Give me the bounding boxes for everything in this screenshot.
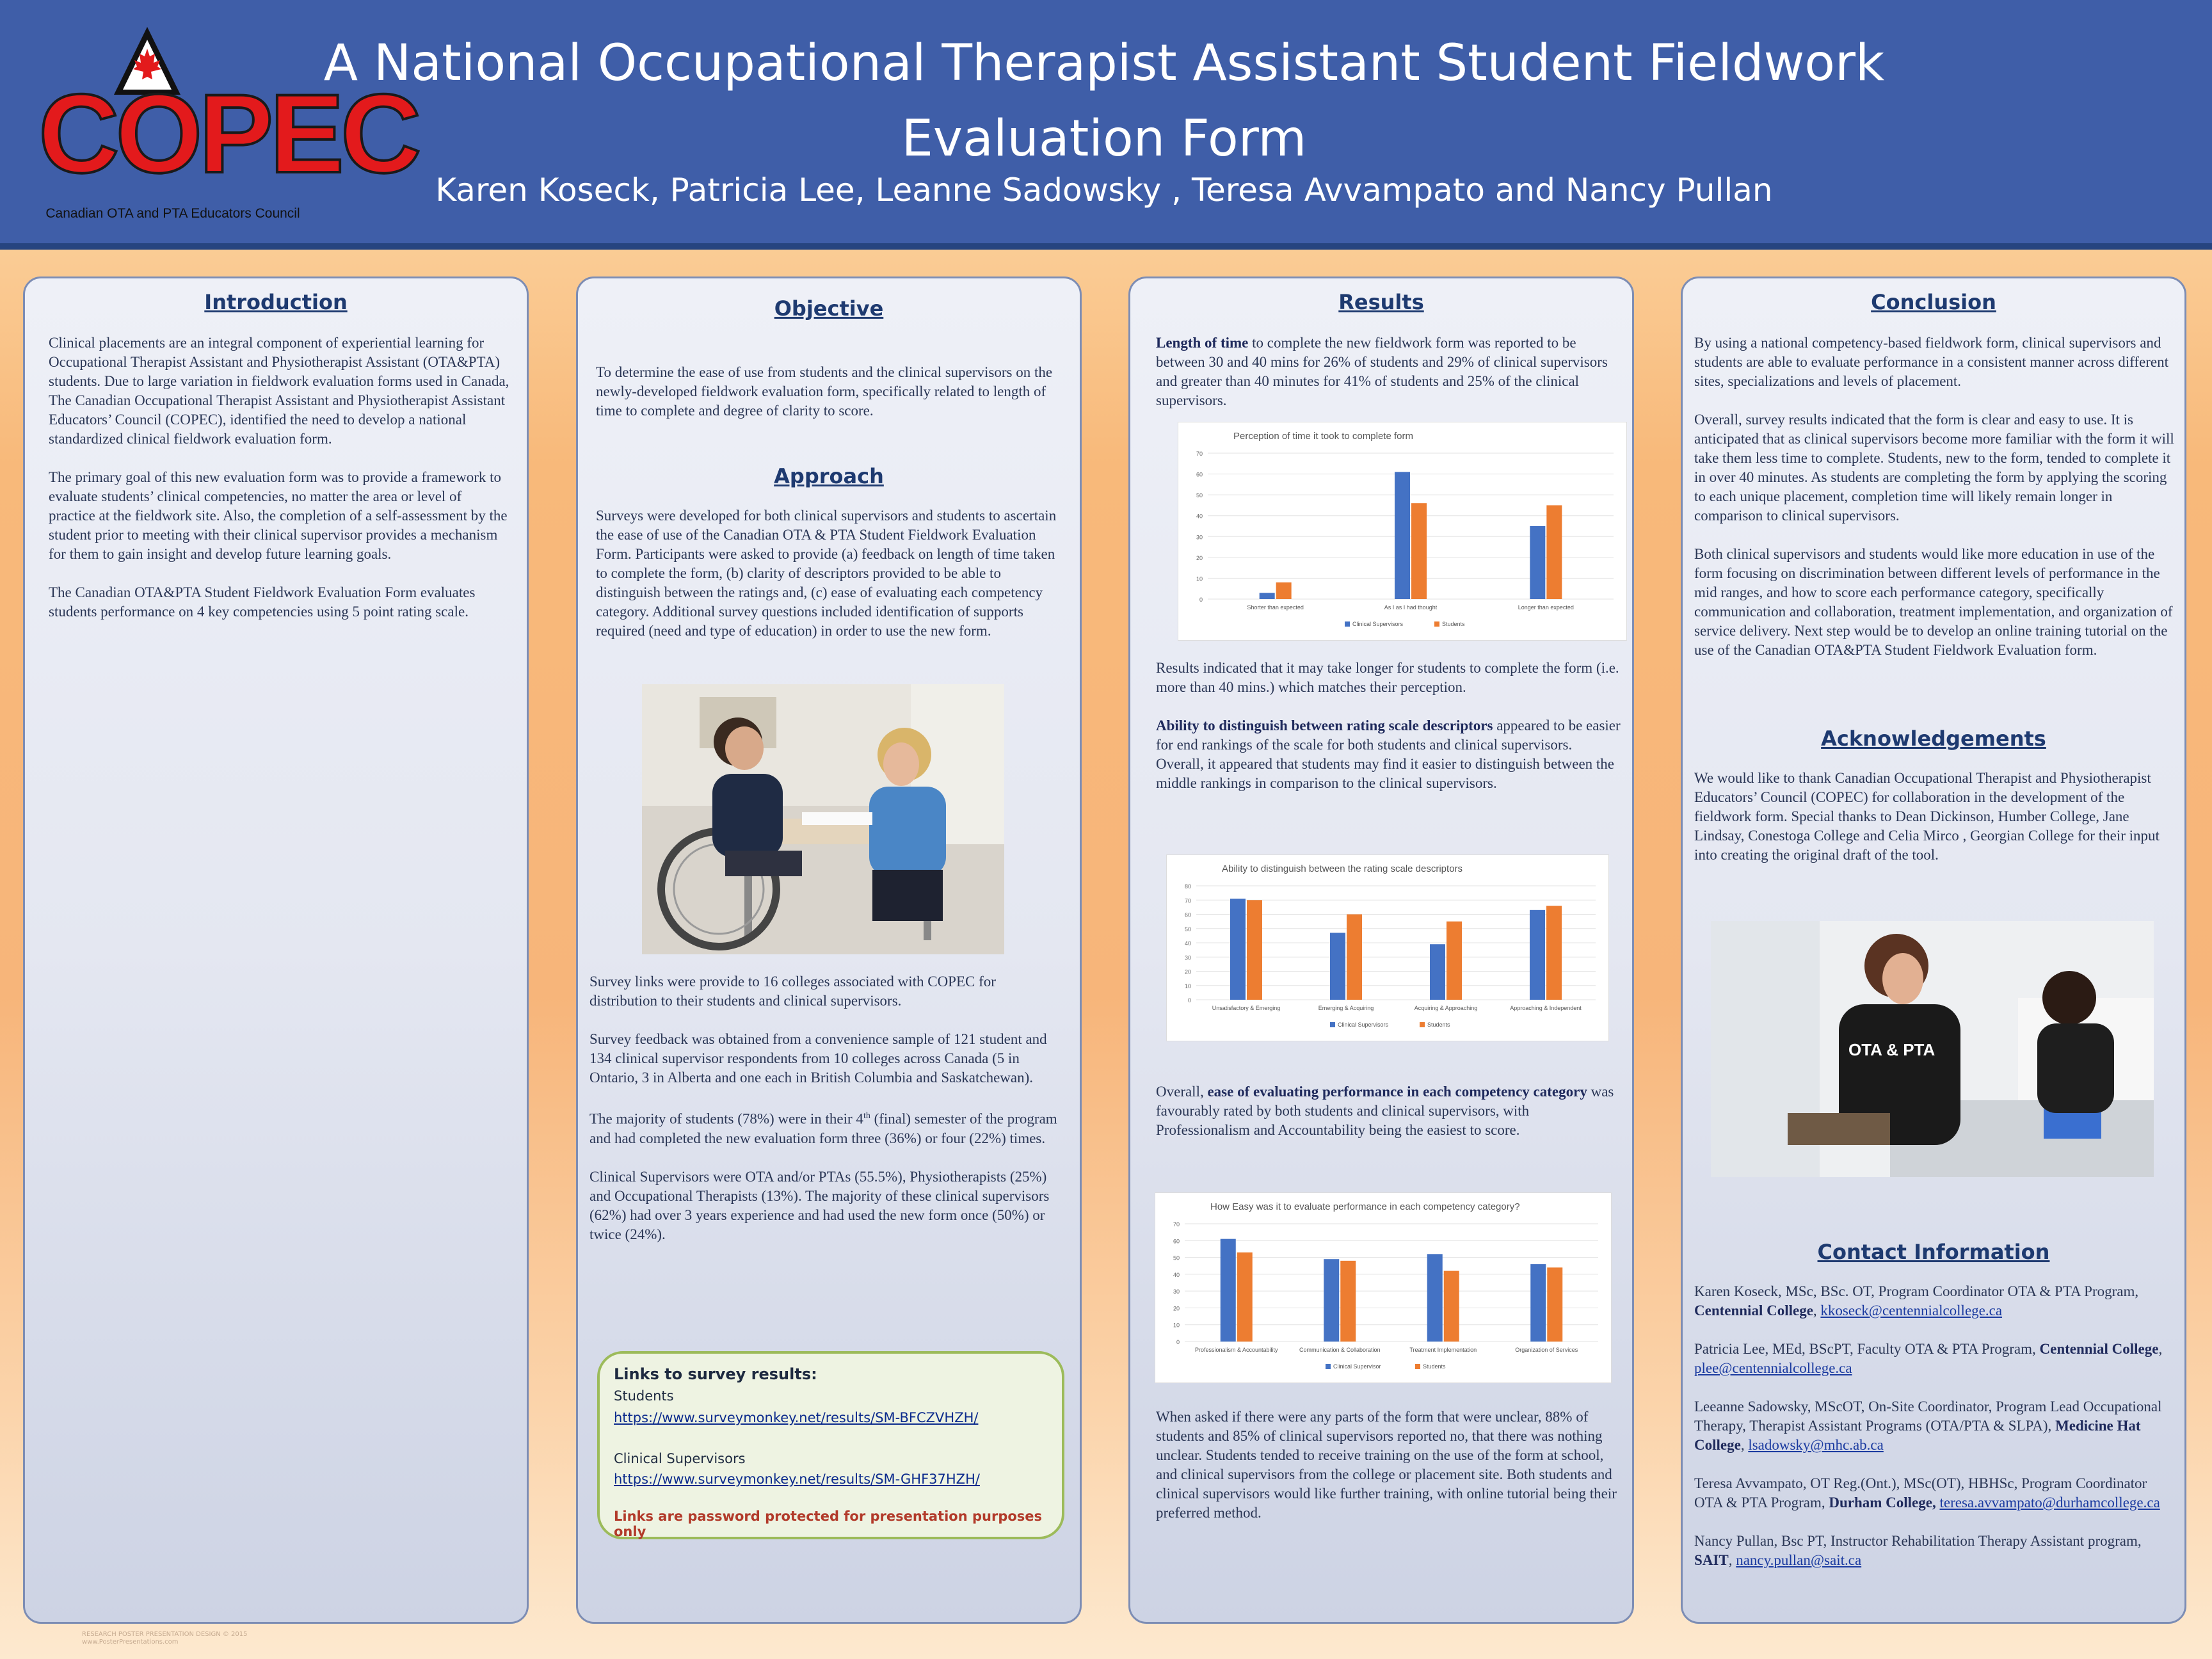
- bar: [1411, 503, 1427, 599]
- y-tick-label: 0: [1187, 997, 1191, 1004]
- bar: [1395, 472, 1410, 599]
- introduction-text: [49, 333, 509, 641]
- legend-swatch: [1415, 1364, 1420, 1369]
- bar: [1237, 1253, 1253, 1342]
- x-tick-label: Organization of Services: [1515, 1347, 1578, 1353]
- logo-subtitle: Canadian OTA and PTA Educators Council: [45, 206, 300, 221]
- bar: [1430, 944, 1445, 1000]
- introduction-panel: [23, 276, 529, 1624]
- bar: [1547, 1267, 1562, 1342]
- x-tick-label: Treatment Implementation: [1409, 1347, 1477, 1353]
- approach-text-part: The majority of students (78%) were in their 4: [589, 1110, 863, 1127]
- approach-paragraph: Survey feedback was obtained from a convenience sample of 121 student and 134 clinical supervisor respondents from 10 colleges across Canada (5 in Ontario, 3 in Alberta and one each in British Columbia and Saskatchewan).: [589, 1031, 1047, 1086]
- x-tick-label: Professionalism & Accountability: [1194, 1347, 1278, 1353]
- contact-entry: Leeanne Sadowsky, MScOT, On-Site Coordinator, Program Lead Occupational Therapy, Therapist Assistant Programs (OTA/PTA & SLPA), Medicine Hat College, lsadowsky@mhc.ab.ca: [1694, 1399, 2162, 1453]
- y-tick-label: 10: [1173, 1322, 1180, 1329]
- y-tick-label: 50: [1196, 492, 1203, 499]
- legend-label: Clinical Supervisors: [1338, 1022, 1389, 1028]
- title-line-2: Evaluation Form: [901, 110, 1307, 168]
- objective-approach-panel: [576, 276, 1082, 1624]
- conclusion-heading: Conclusion: [1871, 290, 1996, 314]
- copec-logo: [38, 26, 418, 224]
- y-tick-label: 30: [1196, 534, 1203, 541]
- results-paragraph: When asked if there were any parts of the form that were unclear, 88% of students and 85% of clinical supervisors reported no, that there was nothing unclear. Students tended to receive training on the use of the form at school, and clinical supervisors from the college or placement site. Both students and clinical supervisors would like further training, with online tutorial being their preferred method.: [1156, 1409, 1617, 1521]
- chart-title: Ability to distinguish between the rating scale descriptors: [1222, 863, 1463, 874]
- legend-label: Clinical Supervisor: [1333, 1363, 1381, 1370]
- contact-details: Karen Koseck, MSc, BSc. OT, Program Coordinator OTA & PTA Program,: [1694, 1283, 2139, 1299]
- footer-line: www.PosterPresentations.com: [82, 1639, 179, 1646]
- objective-text: To determine the ease of use from students and the clinical supervisors on the newly-developed fieldwork evaluation form, specifically related to length of time to complete and degree of clarity to score.: [596, 364, 1053, 419]
- legend-swatch: [1326, 1364, 1331, 1369]
- acknowledgements-text: We would like to thank Canadian Occupational Therapist and Physiotherapist Educators’ Council (COPEC) for collaboration in the development of the fieldwork form. Special thanks to Dean Dickinson, Humber College, Jane Lindsay, Conestoga College and Celia Mirco , Georgian College for their input into creating the original draft of the tool.: [1694, 770, 2160, 863]
- chart-title: Perception of time it took to complete form: [1233, 431, 1413, 442]
- y-tick-label: 30: [1173, 1288, 1180, 1295]
- objective-heading: Objective: [774, 296, 884, 321]
- bar: [1447, 922, 1462, 1000]
- results-text-part: appeared to be easier for end rankings of the scale for both students and clinical supervisors. Overall, it appeared that students may find it easier to distinguish between the middle rankings in comparison to the clinical supervisors.: [1156, 717, 1621, 791]
- bar: [1444, 1271, 1459, 1342]
- legend-swatch: [1420, 1022, 1425, 1027]
- y-tick-label: 40: [1184, 940, 1191, 947]
- contact-details: Nancy Pullan, Bsc PT, Instructor Rehabilitation Therapy Assistant program,: [1694, 1533, 2142, 1549]
- approach-paragraph: Surveys were developed for both clinical supervisors and students to ascertain the ease of use of the Canadian OTA & PTA Student Fieldwork Evaluation Form. Participants were asked to provide (a) feedback on length of time taken to complete the form, (b) clarity of descriptors provided to be able to distinguish between the ratings and, (c) ease of evaluating each competency category. Additional survey questions included identification of supports required (need and type of education) in order to use the new form.: [596, 508, 1057, 639]
- survey-links-box: [597, 1351, 1064, 1539]
- y-tick-label: 60: [1184, 911, 1191, 918]
- bar: [1427, 1254, 1443, 1342]
- conclusion-paragraph: By using a national competency-based fieldwork form, clinical supervisors and students are able to evaluate performance in a consistent manner across different sites, specializations and levels of placement.: [1694, 335, 2169, 389]
- students-survey-link[interactable]: https://www.surveymonkey.net/results/SM-BFCZVHZH/: [614, 1410, 979, 1425]
- footer-credit: [82, 1631, 248, 1646]
- contact-organization: Medicine Hat College: [1694, 1418, 2141, 1453]
- legend-label: Clinical Supervisors: [1352, 621, 1404, 627]
- bar: [1546, 505, 1562, 599]
- results-text-part: was favourably rated by both students and clinical supervisors, with Professionalism and Accountability being the easiest to score.: [1156, 1084, 1614, 1138]
- x-tick-label: Longer than expected: [1518, 604, 1574, 611]
- footer-line: RESEARCH POSTER PRESENTATION DESIGN © 2015: [82, 1631, 248, 1638]
- x-tick-label: Communication & Collaboration: [1299, 1347, 1381, 1353]
- x-tick-label: Shorter than expected: [1247, 604, 1304, 611]
- introduction-heading: Introduction: [204, 290, 348, 314]
- results-heading: Results: [1338, 290, 1424, 314]
- y-tick-label: 60: [1196, 471, 1203, 478]
- students-label: Students: [614, 1388, 674, 1404]
- contact-organization: Centennial College: [1694, 1302, 1813, 1318]
- descriptor-distinction-svg: [1167, 855, 1608, 1041]
- bar: [1340, 1261, 1356, 1342]
- y-tick-label: 70: [1173, 1221, 1180, 1228]
- y-tick-label: 20: [1196, 554, 1203, 561]
- results-paragraph: [1156, 1082, 1623, 1140]
- y-tick-label: 10: [1184, 982, 1191, 990]
- approach-paragraph: Survey links were provide to 16 colleges associated with COPEC for distribution to their students and clinical supervisors.: [589, 974, 996, 1009]
- time-perception-chart: [1178, 422, 1627, 641]
- legend-label: Students: [1427, 1022, 1450, 1028]
- bar: [1247, 900, 1262, 1000]
- title-line-1: A National Occupational Therapist Assistant Student Fieldwork: [323, 35, 1885, 92]
- bar: [1347, 915, 1362, 1000]
- x-tick-label: Unsatisfactory & Emerging: [1212, 1005, 1281, 1011]
- time-perception-svg: [1178, 422, 1626, 640]
- legend-label: Students: [1423, 1363, 1446, 1370]
- student-wheelchair-image: [642, 684, 1004, 954]
- contact-entry: Karen Koseck, MSc, BSc. OT, Program Coordinator OTA & PTA Program, Centennial College, kkoseck@centennialcollege.ca: [1694, 1283, 2139, 1318]
- contact-email-link[interactable]: lsadowsky@mhc.ab.ca: [1748, 1437, 1884, 1453]
- legend-swatch: [1330, 1022, 1335, 1027]
- approach-paragraph: [589, 1107, 1063, 1148]
- student-wheelchair-photo: [642, 684, 1004, 954]
- y-tick-label: 60: [1173, 1238, 1180, 1245]
- poster-title: [307, 26, 1901, 177]
- results-paragraph: [1156, 333, 1623, 410]
- y-tick-label: 50: [1184, 926, 1191, 933]
- contact-email-link[interactable]: kkoseck@centennialcollege.ca: [1820, 1302, 2003, 1318]
- y-tick-label: 0: [1199, 597, 1203, 603]
- y-tick-label: 0: [1176, 1339, 1180, 1345]
- bar: [1221, 1239, 1236, 1342]
- y-tick-label: 10: [1196, 575, 1203, 582]
- bar: [1260, 593, 1275, 599]
- x-tick-label: Approaching & Independent: [1510, 1005, 1582, 1011]
- approach-text-continued: [589, 972, 1063, 1263]
- poster-authors: Karen Koseck, Patricia Lee, Leanne Sadowsky , Teresa Avvampato and Nancy Pullan: [435, 172, 1773, 209]
- contact-heading: Contact Information: [1817, 1240, 2050, 1264]
- contact-details: Leeanne Sadowsky, MScOT, On-Site Coordinator, Program Lead Occupational Therapy, Therapist Assistant Programs (OTA/PTA & SLPA),: [1694, 1399, 2162, 1434]
- results-emphasis: Ability to distinguish between rating scale descriptors: [1156, 717, 1493, 733]
- y-tick-label: 20: [1184, 968, 1191, 975]
- bar: [1230, 899, 1246, 1000]
- superscript: th: [863, 1111, 870, 1121]
- conclusion-text: [1694, 333, 2176, 679]
- y-tick-label: 50: [1173, 1254, 1180, 1262]
- contact-details: Teresa Avvampato, OT Reg.(Ont.), MSc(OT), HBHSc, Program Coordinator OTA & PTA Program,: [1694, 1475, 2147, 1511]
- approach-heading: Approach: [774, 464, 884, 488]
- ota-pta-student-photo: [1711, 921, 2154, 1177]
- conclusion-paragraph: Both clinical supervisors and students would like more education in use of the form focusing on discrimination between different levels of performance in the mid ranges, and how to score each performance category, specifically communication and collaboration, treatment implementation, and organization of service delivery. Next step would be to develop an online training tutorial on the use of the Canadian OTA&PTA Student Fieldwork Evaluation form.: [1694, 546, 2173, 658]
- y-tick-label: 80: [1184, 883, 1191, 890]
- results-emphasis: Length of time: [1156, 335, 1249, 351]
- ota-pta-student-image: [1711, 921, 2154, 1177]
- bar: [1330, 933, 1345, 1000]
- x-tick-label: As I as I had thought: [1384, 604, 1438, 611]
- x-tick-label: Acquiring & Approaching: [1414, 1005, 1478, 1011]
- legend-swatch: [1434, 621, 1439, 627]
- bar: [1530, 910, 1545, 1000]
- legend-label: Students: [1442, 621, 1465, 627]
- conclusion-panel: [1681, 276, 2186, 1624]
- approach-text-part: (final) semester of the program and had completed the new evaluation form three (36%) or four (22%) times.: [589, 1110, 1057, 1146]
- links-note: Links are password protected for presentation purposes only: [614, 1509, 1043, 1539]
- shirt-text: OTA & PTA: [1848, 1040, 1936, 1059]
- logo-wordmark: COPEC: [38, 72, 418, 196]
- contact-entry: [1694, 1474, 2176, 1512]
- results-text-part: to complete the new fieldwork form was reported to be between 30 and 40 mins for 26% of students and 29% of clinical supervisors and greater than 40 minutes for 41% of students and 25% of the clinical supervisors.: [1156, 335, 1608, 408]
- conclusion-paragraph: Overall, survey results indicated that the form is clear and easy to use. It is anticipated that as clinical supervisors become more familiar with the form it will take them less time to complete. Students, new to the form, tended to complete it in over 40 minutes. As students are completing the form by applying the scoring to each unique placement, completion time will likely remain longer in comparison to clinical supervisors.: [1694, 412, 2174, 524]
- results-paragraph: [1156, 716, 1623, 793]
- y-tick-label: 40: [1196, 513, 1203, 520]
- legend-swatch: [1345, 621, 1350, 627]
- supervisors-label: Clinical Supervisors: [614, 1451, 746, 1466]
- contact-email-link[interactable]: plee@centennialcollege.ca: [1694, 1360, 1852, 1376]
- y-tick-label: 30: [1184, 954, 1191, 961]
- contact-organization: Centennial College: [2039, 1341, 2159, 1357]
- contact-details: Patricia Lee, MEd, BScPT, Faculty OTA & PTA Program,: [1694, 1341, 2040, 1357]
- links-title: Links to survey results:: [614, 1365, 817, 1383]
- y-tick-label: 70: [1196, 451, 1203, 457]
- contact-email-link[interactable]: teresa.avvampato@durhamcollege.ca: [1939, 1495, 2160, 1511]
- contact-entry: Patricia Lee, MEd, BScPT, Faculty OTA & PTA Program, Centennial College, plee@centennialcollege.ca: [1694, 1341, 2163, 1376]
- competency-ease-chart: [1155, 1192, 1612, 1383]
- results-emphasis: ease of evaluating performance in each competency category: [1207, 1084, 1587, 1100]
- introduction-paragraph: The primary goal of this new evaluation form was to provide a framework to evaluate students’ clinical competencies, no matter the area or level of practice at the fieldwork site. Also, the completion of a self-assessment by the student prior to meeting with their clinical supervisor provides a mechanism for them to gain insight and develop future learning goals.: [49, 469, 508, 562]
- chart-title: How Easy was it to evaluate performance in each competency category?: [1210, 1201, 1520, 1212]
- contact-entry: Nancy Pullan, Bsc PT, Instructor Rehabilitation Therapy Assistant program, SAIT, nancy.pullan@sait.ca: [1694, 1533, 2142, 1568]
- acknowledgements-heading: Acknowledgements: [1821, 726, 2046, 751]
- bar: [1276, 582, 1292, 599]
- y-tick-label: 40: [1173, 1271, 1180, 1278]
- y-tick-label: 70: [1184, 897, 1191, 904]
- y-tick-label: 20: [1173, 1305, 1180, 1312]
- contact-list: [1694, 1282, 2176, 1589]
- results-text-part: Overall,: [1156, 1084, 1208, 1100]
- poster-header: [0, 0, 2212, 250]
- results-panel: [1128, 276, 1634, 1624]
- bar: [1324, 1259, 1339, 1342]
- bar: [1530, 1264, 1546, 1342]
- contact-organization: SAIT: [1694, 1552, 1729, 1568]
- contact-organization: Durham College,: [1829, 1495, 1936, 1511]
- descriptor-distinction-chart: [1166, 854, 1609, 1041]
- supervisors-survey-link[interactable]: https://www.surveymonkey.net/results/SM-GHF37HZH/: [614, 1471, 980, 1487]
- approach-paragraph: Clinical Supervisors were OTA and/or PTAs (55.5%), Physiotherapists (25%) and Occupational Therapists (13%). The majority of these clinical supervisors (62%) had over 3 years experience and had used the new form once (50%) or twice (24%).: [589, 1168, 1050, 1242]
- bar: [1546, 906, 1562, 1000]
- contact-email-link[interactable]: nancy.pullan@sait.ca: [1736, 1552, 1862, 1568]
- competency-ease-svg: [1155, 1193, 1611, 1382]
- introduction-paragraph: The Canadian OTA&PTA Student Fieldwork Evaluation Form evaluates students performance on 4 key competencies using 5 point rating scale.: [49, 584, 476, 620]
- bar: [1530, 526, 1545, 599]
- results-paragraph: Results indicated that it may take longer for students to complete the form (i.e. more than 40 mins.) which matches their perception.: [1156, 660, 1619, 695]
- introduction-paragraph: Clinical placements are an integral component of experiential learning for Occupational Therapist Assistant and Physiotherapist Assistant (OTA&PTA) students. Due to large variation in fieldwork evaluation forms used in Canada, The Canadian Occupational Therapist Assistant and Physiotherapist Assistant Educators’ Council (COPEC), identified the need to develop a national standardized clinical fieldwork evaluation form.: [49, 335, 509, 447]
- x-tick-label: Emerging & Acquiring: [1318, 1005, 1374, 1011]
